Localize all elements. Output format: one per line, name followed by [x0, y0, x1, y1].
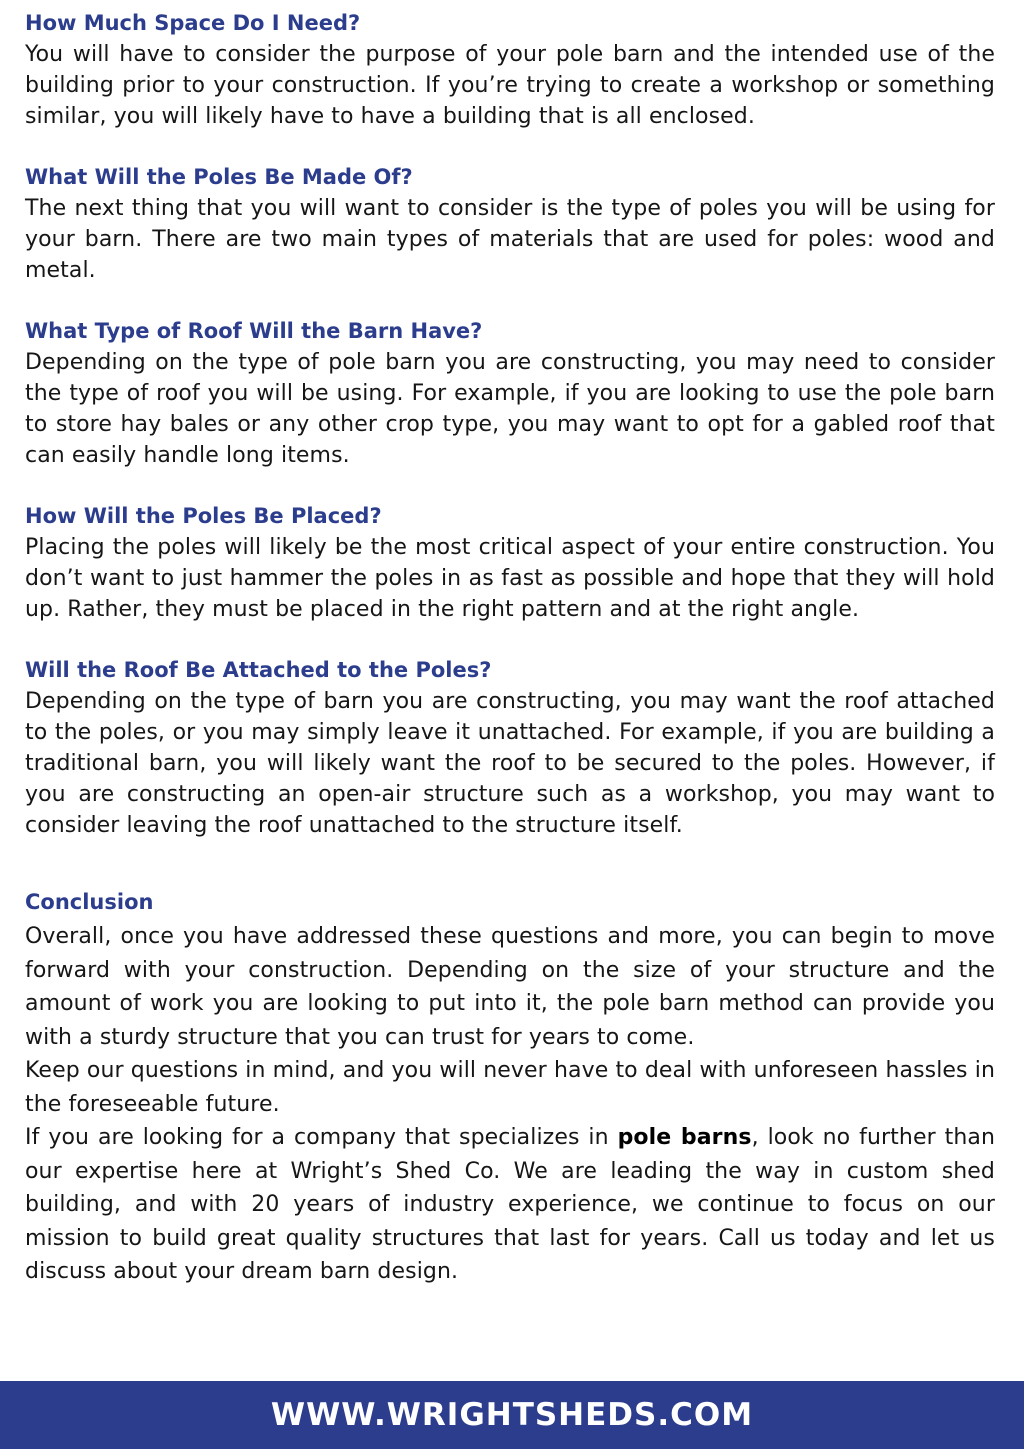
- section-space: [25, 8, 995, 132]
- section-pole-placement: [25, 501, 995, 625]
- conclusion-paragraph: Keep our questions in mind, and you will never have to deal with unforeseen hassles in the foreseeable future.: [25, 1058, 995, 1117]
- section-heading: Will the Roof Be Attached to the Poles?: [25, 658, 492, 682]
- section-roof-type: [25, 316, 995, 471]
- conclusion-paragraph-cta: [25, 1121, 995, 1289]
- cta-text-before: If you are looking for a company that specializes in: [25, 1125, 618, 1150]
- section-poles-material: [25, 162, 995, 286]
- conclusion-paragraph: Overall, once you have addressed these questions and more, you can begin to move forward with your construction. Depending on the size of your structure and the amount of work you are looking to put into it, the pole barn method can provide you with a sturdy structure that you can trust for years to come.: [25, 924, 995, 1050]
- section-body: You will have to consider the purpose of your pole barn and the intended use of the building prior to your construction. If you’re trying to create a workshop or something similar, you will likely have to have a building that is all enclosed.: [25, 42, 995, 129]
- section-body: The next thing that you will want to consider is the type of poles you will be using for your barn. There are two main types of materials that are used for poles: wood and metal.: [25, 196, 995, 283]
- section-conclusion: [25, 887, 995, 1289]
- document-body: [25, 8, 995, 1319]
- website-link[interactable]: WWW.WRIGHTSHEDS.COM: [270, 1397, 754, 1433]
- cta-text-after: , look no further than our expertise here at Wright’s Shed Co. We are leading the way in custom shed building, and with 20 years of industry experience, we continue to focus on our mission to build great quality structures that last for years. Call us today and let us discuss about your dream barn design.: [25, 1125, 996, 1284]
- section-heading: How Much Space Do I Need?: [25, 11, 361, 35]
- section-heading: What Type of Roof Will the Barn Have?: [25, 319, 483, 343]
- footer-banner: [0, 1381, 1024, 1449]
- section-body: Depending on the type of pole barn you are constructing, you may need to consider the type of roof you will be using. For example, if you are looking to use the pole barn to store hay bales or any other crop type, you may want to opt for a gabled roof that can easily handle long items.: [25, 350, 995, 468]
- section-roof-attachment: [25, 655, 995, 841]
- section-heading: How Will the Poles Be Placed?: [25, 504, 382, 528]
- section-body: Placing the poles will likely be the most critical aspect of your entire construction. You don’t want to just hammer the poles in as fast as possible and hope that they will hold up. Rather, they must be placed in the right pattern and at the right angle.: [25, 535, 995, 622]
- pole-barns-link[interactable]: pole barns: [617, 1125, 752, 1150]
- conclusion-heading: Conclusion: [25, 890, 154, 914]
- section-body: Depending on the type of barn you are constructing, you may want the roof attached to the poles, or you may simply leave it unattached. For example, if you are building a traditional barn, you will likely want the roof to be secured to the poles. However, if you are constructing an open-air structure such as a workshop, you may want to consider leaving the roof unattached to the structure itself.: [25, 689, 995, 838]
- section-heading: What Will the Poles Be Made Of?: [25, 165, 413, 189]
